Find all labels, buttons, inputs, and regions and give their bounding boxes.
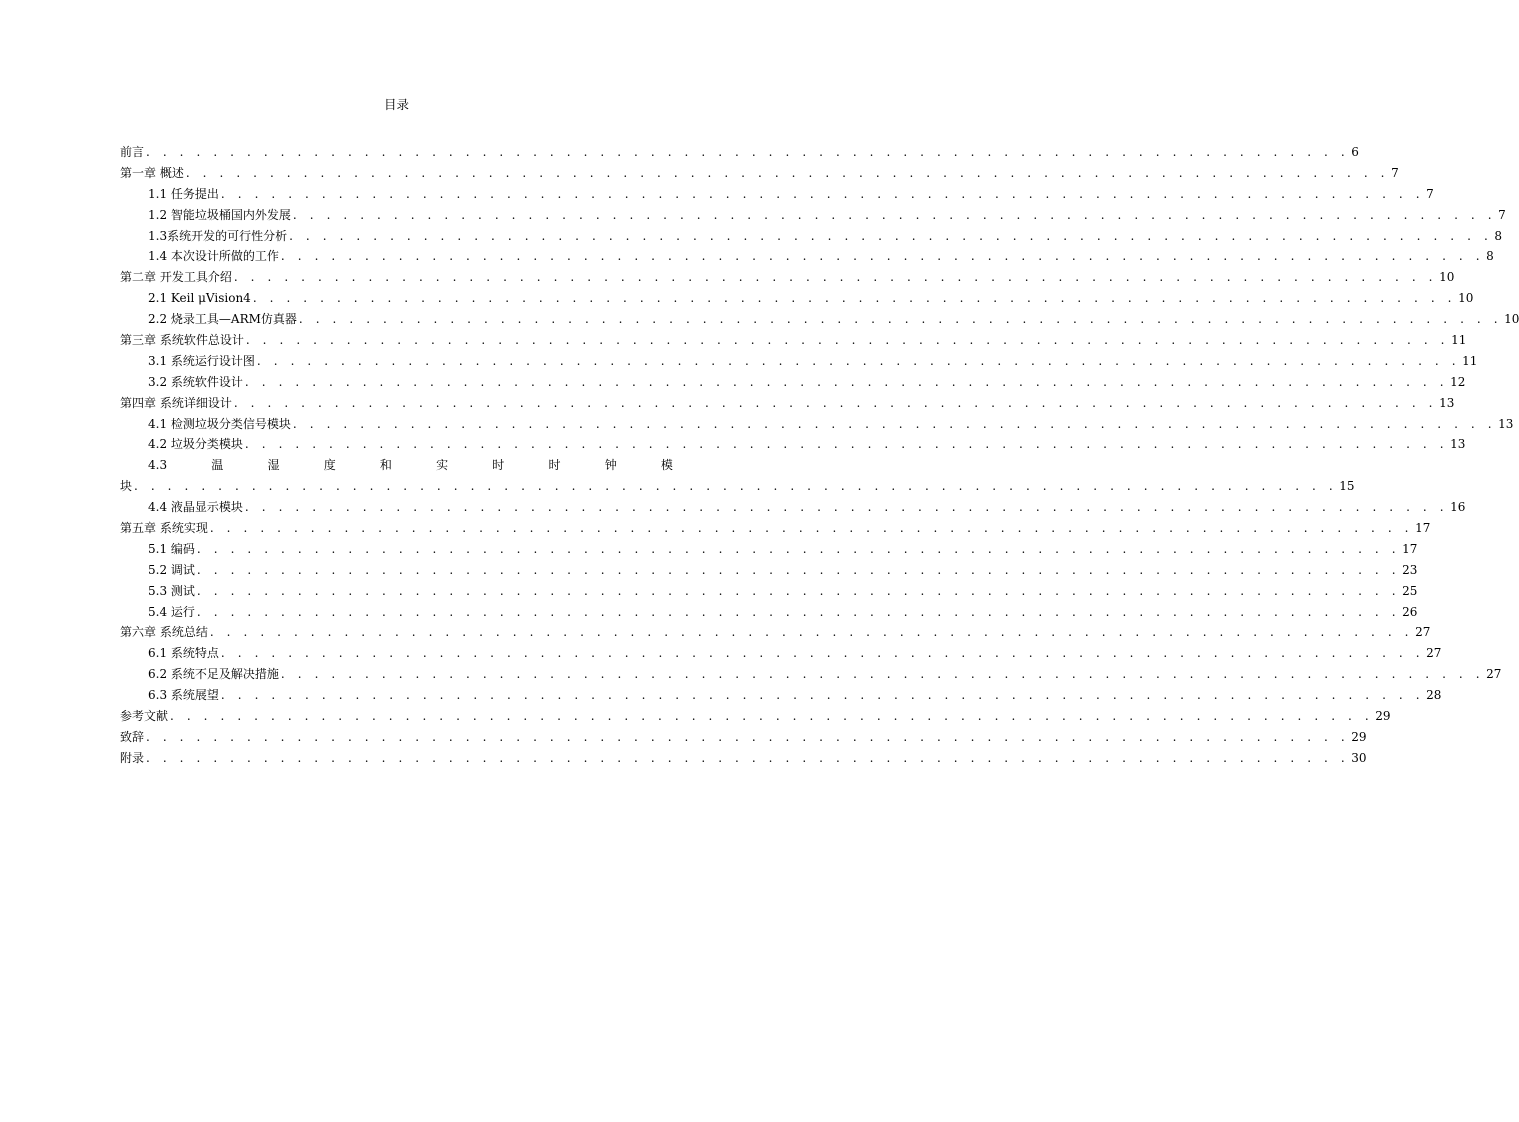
toc-entry-page: 13 [1439, 395, 1455, 410]
toc-entry-4-3-line-1[interactable] [120, 455, 673, 476]
toc-entry-label: 附录 [120, 750, 145, 765]
toc-entry-word: 度 [323, 458, 336, 473]
toc-entry-label: 5.2 调试 [148, 562, 195, 577]
toc-entry-label: 参考文献 [120, 709, 169, 724]
toc-entry-page: 27 [1426, 646, 1442, 661]
toc-entry-label: 4.1 检测垃圾分类信号模块 [148, 416, 291, 431]
toc-entry-label: 3.1 系统运行设计图 [148, 353, 255, 368]
toc-entry-label: 6.3 系统展望 [148, 688, 219, 703]
toc-entry-page: 11 [1462, 353, 1478, 368]
toc-entry-label: 1.1 任务提出 [148, 186, 219, 201]
toc-entry-word: 实 [436, 458, 449, 473]
toc-entry[interactable] [120, 309, 1519, 330]
toc-leader-dots: . . . . . . . . . . . . . . . . . . . . . . . . . . . . . . . . . . . . . . . . . . . . . . . . . . . . . . . . . . . . . . . . . . . . . . . . [220, 688, 1425, 703]
toc-leader-dots: . . . . . . . . . . . . . . . . . . . . . . . . . . . . . . . . . . . . . . . . . . . . . . . . . . . . . . . . . . . . . . . . . . . . . . . . [244, 500, 1449, 515]
toc-leader-dots: . . . . . . . . . . . . . . . . . . . . . . . . . . . . . . . . . . . . . . . . . . . . . . . . . . . . . . . . . . . . . . . . . . . . . . . . [196, 583, 1401, 598]
toc-entry-page: 25 [1402, 583, 1418, 598]
toc-entry-label: 6.2 系统不足及解决措施 [148, 667, 279, 682]
toc-entry-label: 2.2 烧录工具—ARM仿真器 [148, 312, 297, 327]
toc-entry-label: 5.1 编码 [148, 541, 195, 556]
toc-entry-page: 10 [1439, 270, 1455, 285]
toc-entry[interactable] [120, 581, 1418, 602]
toc-entry-page: 16 [1450, 500, 1466, 515]
toc-entry-label: 4.4 液晶显示模块 [148, 500, 243, 515]
toc-entry[interactable] [120, 226, 1502, 247]
toc-entry[interactable] [120, 205, 1506, 226]
toc-entry[interactable] [120, 622, 1431, 643]
toc-leader-dots: . . . . . . . . . . . . . . . . . . . . . . . . . . . . . . . . . . . . . . . . . . . . . . . . . . . . . . . . . . . . . . . . . . . . . . . . [280, 249, 1485, 264]
toc-entry-page: 12 [1450, 374, 1466, 389]
toc-entry-page: 7 [1498, 207, 1506, 222]
toc-leader-dots: . . . . . . . . . . . . . . . . . . . . . . . . . . . . . . . . . . . . . . . . . . . . . . . . . . . . . . . . . . . . . . . . . . . . . . . . [146, 750, 1350, 765]
toc-leader-dots: . . . . . . . . . . . . . . . . . . . . . . . . . . . . . . . . . . . . . . . . . . . . . . . . . . . . . . . . . . . . . . . . . . . . . . . . [146, 145, 1350, 159]
toc-entry[interactable] [120, 602, 1418, 623]
toc-entry-page: 30 [1351, 750, 1367, 765]
toc-entry-label: 4.2 垃圾分类模块 [148, 437, 243, 452]
toc-entry-page: 29 [1351, 729, 1367, 744]
toc-entry-label: 第五章 系统实现 [120, 521, 208, 536]
toc-entry-label: 3.2 系统软件设计 [148, 374, 243, 389]
toc-entry[interactable] [120, 727, 1367, 748]
toc-entry[interactable] [120, 393, 1455, 414]
toc-entry-label: 6.1 系统特点 [148, 646, 219, 661]
toc-entry-page: 8 [1486, 249, 1494, 264]
toc-entry[interactable] [120, 246, 1494, 267]
toc-entry-word: 温 [211, 458, 224, 473]
toc-leader-dots: . . . . . . . . . . . . . . . . . . . . . . . . . . . . . . . . . . . . . . . . . . . . . . . . . . . . . . . . . . . . . . . . . . . . . . . . [196, 562, 1401, 577]
toc-entry-page: 11 [1451, 333, 1467, 348]
toc-leader-dots: . . . . . . . . . . . . . . . . . . . . . . . . . . . . . . . . . . . . . . . . . . . . . . . . . . . . . . . . . . . . . . . . . . . . . . . . [220, 186, 1425, 201]
toc-entry[interactable] [120, 184, 1434, 205]
toc-leader-dots: . . . . . . . . . . . . . . . . . . . . . . . . . . . . . . . . . . . . . . . . . . . . . . . . . . . . . . . . . . . . . . . . . . . . . . . . [185, 165, 1390, 180]
toc-entry-page: 10 [1504, 312, 1519, 327]
toc-entry-word: 时 [492, 458, 505, 473]
toc-entry-label: 1.2 智能垃圾桶国内外发展 [148, 207, 291, 222]
toc-entry-4-3-line-2[interactable] [120, 476, 1355, 497]
toc-entry-label: 2.1 Keil μVision4 [148, 291, 251, 306]
toc-leader-dots: . . . . . . . . . . . . . . . . . . . . . . . . . . . . . . . . . . . . . . . . . . . . . . . . . . . . . . . . . . . . . . . . . . . . . . . . [256, 353, 1461, 368]
toc-entry-word: 4.3 [148, 458, 168, 473]
toc-entry[interactable] [120, 142, 1359, 163]
toc-entry-page: 17 [1415, 521, 1431, 536]
toc-leader-dots: . . . . . . . . . . . . . . . . . . . . . . . . . . . . . . . . . . . . . . . . . . . . . . . . . . . . . . . . . . . . . . . . . . . . . . . . [245, 333, 1450, 348]
toc-leader-dots: . . . . . . . . . . . . . . . . . . . . . . . . . . . . . . . . . . . . . . . . . . . . . . . . . . . . . . . . . . . . . . . . . . . . . . . . [298, 312, 1503, 327]
toc-entry-label: 5.4 运行 [148, 604, 195, 619]
toc-entry[interactable] [120, 330, 1467, 351]
toc-entry-page: 23 [1402, 562, 1418, 577]
toc-entry-label: 第二章 开发工具介绍 [120, 270, 232, 285]
toc-entry-label: 5.3 测试 [148, 583, 195, 598]
toc-leader-dots: . . . . . . . . . . . . . . . . . . . . . . . . . . . . . . . . . . . . . . . . . . . . . . . . . . . . . . . . . . . . . . . . . . . . . . . . [220, 646, 1425, 661]
toc-entry[interactable] [120, 664, 1502, 685]
toc-entry[interactable] [120, 539, 1418, 560]
toc-leader-dots: . . . . . . . . . . . . . . . . . . . . . . . . . . . . . . . . . . . . . . . . . . . . . . . . . . . . . . . . . . . . . . . . . . . . . . . . [292, 416, 1497, 431]
toc-entry-label: 致辞 [120, 729, 145, 744]
toc-leader-dots: . . . . . . . . . . . . . . . . . . . . . . . . . . . . . . . . . . . . . . . . . . . . . . . . . . . . . . . . . . . . . . . . . . . . . . . . [289, 228, 1493, 243]
toc-entry[interactable] [120, 288, 1474, 309]
toc-entry[interactable] [120, 414, 1514, 435]
toc-title: 目录 [383, 97, 409, 112]
toc-entry[interactable] [120, 685, 1442, 706]
toc-entry-word: 湿 [267, 458, 280, 473]
toc-entry[interactable] [120, 748, 1367, 769]
toc-leader-dots: . . . . . . . . . . . . . . . . . . . . . . . . . . . . . . . . . . . . . . . . . . . . . . . . . . . . . . . . . . . . . . . . . . . . . . . . [280, 667, 1485, 682]
toc-leader-dots: . . . . . . . . . . . . . . . . . . . . . . . . . . . . . . . . . . . . . . . . . . . . . . . . . . . . . . . . . . . . . . . . . . . . . . . . [244, 374, 1449, 389]
toc-entry[interactable] [120, 643, 1442, 664]
toc-entry-word: 时 [548, 458, 561, 473]
toc-entry-word: 模 [660, 458, 673, 473]
toc-entry-label: 1.4 本次设计所做的工作 [148, 249, 279, 264]
toc-entry[interactable] [120, 706, 1391, 727]
toc-entry-page: 13 [1498, 416, 1514, 431]
toc-section-part-1 [120, 142, 1519, 455]
toc-entry[interactable] [120, 518, 1431, 539]
toc-entry-page: 7 [1426, 186, 1434, 201]
toc-entry-page: 27 [1486, 667, 1502, 682]
toc-leader-dots: . . . . . . . . . . . . . . . . . . . . . . . . . . . . . . . . . . . . . . . . . . . . . . . . . . . . . . . . . . . . . . . . . . . . . . . . [244, 437, 1449, 452]
toc-entry-page: 6 [1351, 145, 1359, 159]
toc-entry-page: 17 [1402, 541, 1418, 556]
toc-entry-word: 和 [379, 458, 392, 473]
toc-entry[interactable] [120, 163, 1399, 184]
toc-leader-dots: . . . . . . . . . . . . . . . . . . . . . . . . . . . . . . . . . . . . . . . . . . . . . . . . . . . . . . . . . . . . . . . . . . . . . . . . [209, 521, 1414, 536]
table-of-contents [120, 142, 1519, 769]
toc-entry-label: 第三章 系统软件总设计 [120, 333, 244, 348]
toc-entry-label: 第四章 系统详细设计 [120, 395, 232, 410]
toc-entry[interactable] [120, 497, 1466, 518]
toc-entry-page: 27 [1415, 625, 1431, 640]
toc-entry[interactable] [120, 372, 1466, 393]
toc-entry-page: 28 [1426, 688, 1442, 703]
toc-leader-dots: . . . . . . . . . . . . . . . . . . . . . . . . . . . . . . . . . . . . . . . . . . . . . . . . . . . . . . . . . . . . . . . . . . . . . . . . [170, 709, 1374, 724]
toc-leader-dots: . . . . . . . . . . . . . . . . . . . . . . . . . . . . . . . . . . . . . . . . . . . . . . . . . . . . . . . . . . . . . . . . . . . . . . . . [134, 479, 1338, 494]
toc-entry-page: 15 [1339, 479, 1355, 494]
toc-entry-page: 8 [1494, 228, 1502, 243]
toc-entry[interactable] [120, 560, 1418, 581]
toc-entry-word: 钟 [604, 458, 617, 473]
toc-entry[interactable] [120, 351, 1478, 372]
toc-entry-page: 7 [1391, 165, 1399, 180]
toc-section-part-2 [120, 497, 1502, 769]
toc-entry[interactable] [120, 267, 1455, 288]
toc-entry-label: 第一章 概述 [120, 165, 184, 180]
toc-entry[interactable] [120, 434, 1466, 455]
toc-leader-dots: . . . . . . . . . . . . . . . . . . . . . . . . . . . . . . . . . . . . . . . . . . . . . . . . . . . . . . . . . . . . . . . . . . . . . . . . [209, 625, 1414, 640]
toc-leader-dots: . . . . . . . . . . . . . . . . . . . . . . . . . . . . . . . . . . . . . . . . . . . . . . . . . . . . . . . . . . . . . . . . . . . . . . . . [196, 604, 1401, 619]
toc-entry-page: 13 [1450, 437, 1466, 452]
toc-leader-dots: . . . . . . . . . . . . . . . . . . . . . . . . . . . . . . . . . . . . . . . . . . . . . . . . . . . . . . . . . . . . . . . . . . . . . . . . [233, 270, 1438, 285]
toc-entry-label: 第六章 系统总结 [120, 625, 208, 640]
toc-entry-label: 1.3系统开发的可行性分析 [148, 228, 288, 243]
toc-leader-dots: . . . . . . . . . . . . . . . . . . . . . . . . . . . . . . . . . . . . . . . . . . . . . . . . . . . . . . . . . . . . . . . . . . . . . . . . [146, 729, 1350, 744]
toc-leader-dots: . . . . . . . . . . . . . . . . . . . . . . . . . . . . . . . . . . . . . . . . . . . . . . . . . . . . . . . . . . . . . . . . . . . . . . . . [292, 207, 1497, 222]
toc-leader-dots: . . . . . . . . . . . . . . . . . . . . . . . . . . . . . . . . . . . . . . . . . . . . . . . . . . . . . . . . . . . . . . . . . . . . . . . . [196, 541, 1401, 556]
toc-entry-label: 块 [120, 479, 133, 494]
toc-entry-page: 26 [1402, 604, 1418, 619]
toc-entry-page: 10 [1458, 291, 1474, 306]
toc-entry-label: 前言 [120, 145, 145, 159]
toc-entry-page: 29 [1375, 709, 1391, 724]
toc-leader-dots: . . . . . . . . . . . . . . . . . . . . . . . . . . . . . . . . . . . . . . . . . . . . . . . . . . . . . . . . . . . . . . . . . . . . . . . . [233, 395, 1438, 410]
toc-leader-dots: . . . . . . . . . . . . . . . . . . . . . . . . . . . . . . . . . . . . . . . . . . . . . . . . . . . . . . . . . . . . . . . . . . . . . . . . [252, 291, 1457, 306]
